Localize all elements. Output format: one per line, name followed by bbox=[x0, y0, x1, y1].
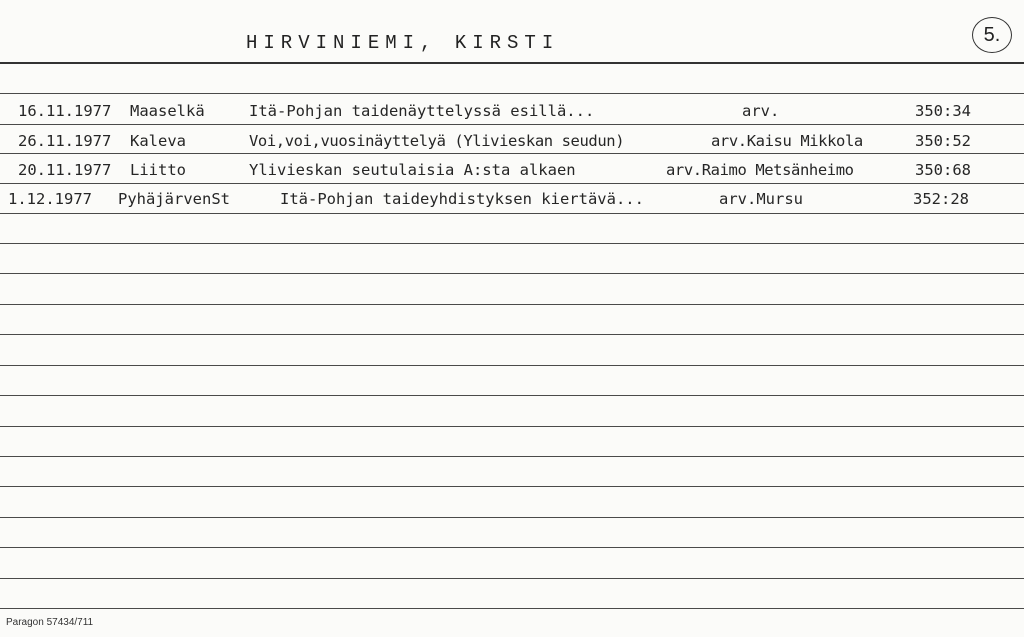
ruled-line bbox=[0, 486, 1024, 487]
ruled-line bbox=[0, 243, 1024, 244]
ruled-line bbox=[0, 334, 1024, 335]
ruled-line bbox=[0, 304, 1024, 305]
printer-imprint: Paragon 57434/711 bbox=[6, 617, 94, 628]
entry-text: Itä-Pohjan taideyhdistyksen kiertävä... bbox=[280, 190, 644, 208]
ruled-line bbox=[0, 517, 1024, 518]
entry-text: Voi,voi,vuosinäyttelyä (Ylivieskan seudun) bbox=[249, 132, 625, 150]
entry-text: Itä-Pohjan taidenäyttelyssä esillä... bbox=[249, 102, 595, 120]
entry-date: 16.11.1977 bbox=[18, 102, 112, 120]
ruled-line bbox=[0, 395, 1024, 396]
entry-paper: Kaleva bbox=[130, 132, 186, 150]
entry-row bbox=[0, 155, 1024, 185]
ruled-line bbox=[0, 93, 1024, 94]
entry-row bbox=[0, 96, 1024, 126]
card-header-rule bbox=[0, 62, 1024, 64]
ruled-line bbox=[0, 426, 1024, 427]
entry-paper: Maaselkä bbox=[130, 102, 205, 120]
entry-reviewer: arv.Kaisu Mikkola bbox=[711, 132, 863, 150]
ruled-line bbox=[0, 547, 1024, 548]
card-number-circle: 5. bbox=[972, 17, 1012, 53]
ruled-line bbox=[0, 365, 1024, 366]
entry-date: 1.12.1977 bbox=[8, 190, 92, 208]
entry-date: 26.11.1977 bbox=[18, 132, 112, 150]
entry-code: 350:52 bbox=[915, 132, 971, 150]
card-title: HIRVINIEMI, KIRSTI bbox=[246, 32, 560, 54]
entry-row bbox=[0, 184, 1024, 214]
entry-date: 20.11.1977 bbox=[18, 161, 112, 179]
entry-reviewer: arv.Raimo Metsänheimo bbox=[666, 161, 854, 179]
entry-code: 350:34 bbox=[915, 102, 971, 120]
entry-text: Ylivieskan seutulaisia A:sta alkaen bbox=[249, 161, 576, 179]
ruled-line bbox=[0, 273, 1024, 274]
entry-paper: PyhäjärvenSt bbox=[118, 190, 230, 208]
entry-row bbox=[0, 126, 1024, 156]
entry-paper: Liitto bbox=[130, 161, 186, 179]
entry-code: 352:28 bbox=[913, 190, 969, 208]
ruled-line bbox=[0, 456, 1024, 457]
ruled-line bbox=[0, 608, 1024, 609]
entry-code: 350:68 bbox=[915, 161, 971, 179]
entry-reviewer: arv. bbox=[742, 102, 780, 120]
ruled-line bbox=[0, 578, 1024, 579]
entry-reviewer: arv.Mursu bbox=[719, 190, 803, 208]
